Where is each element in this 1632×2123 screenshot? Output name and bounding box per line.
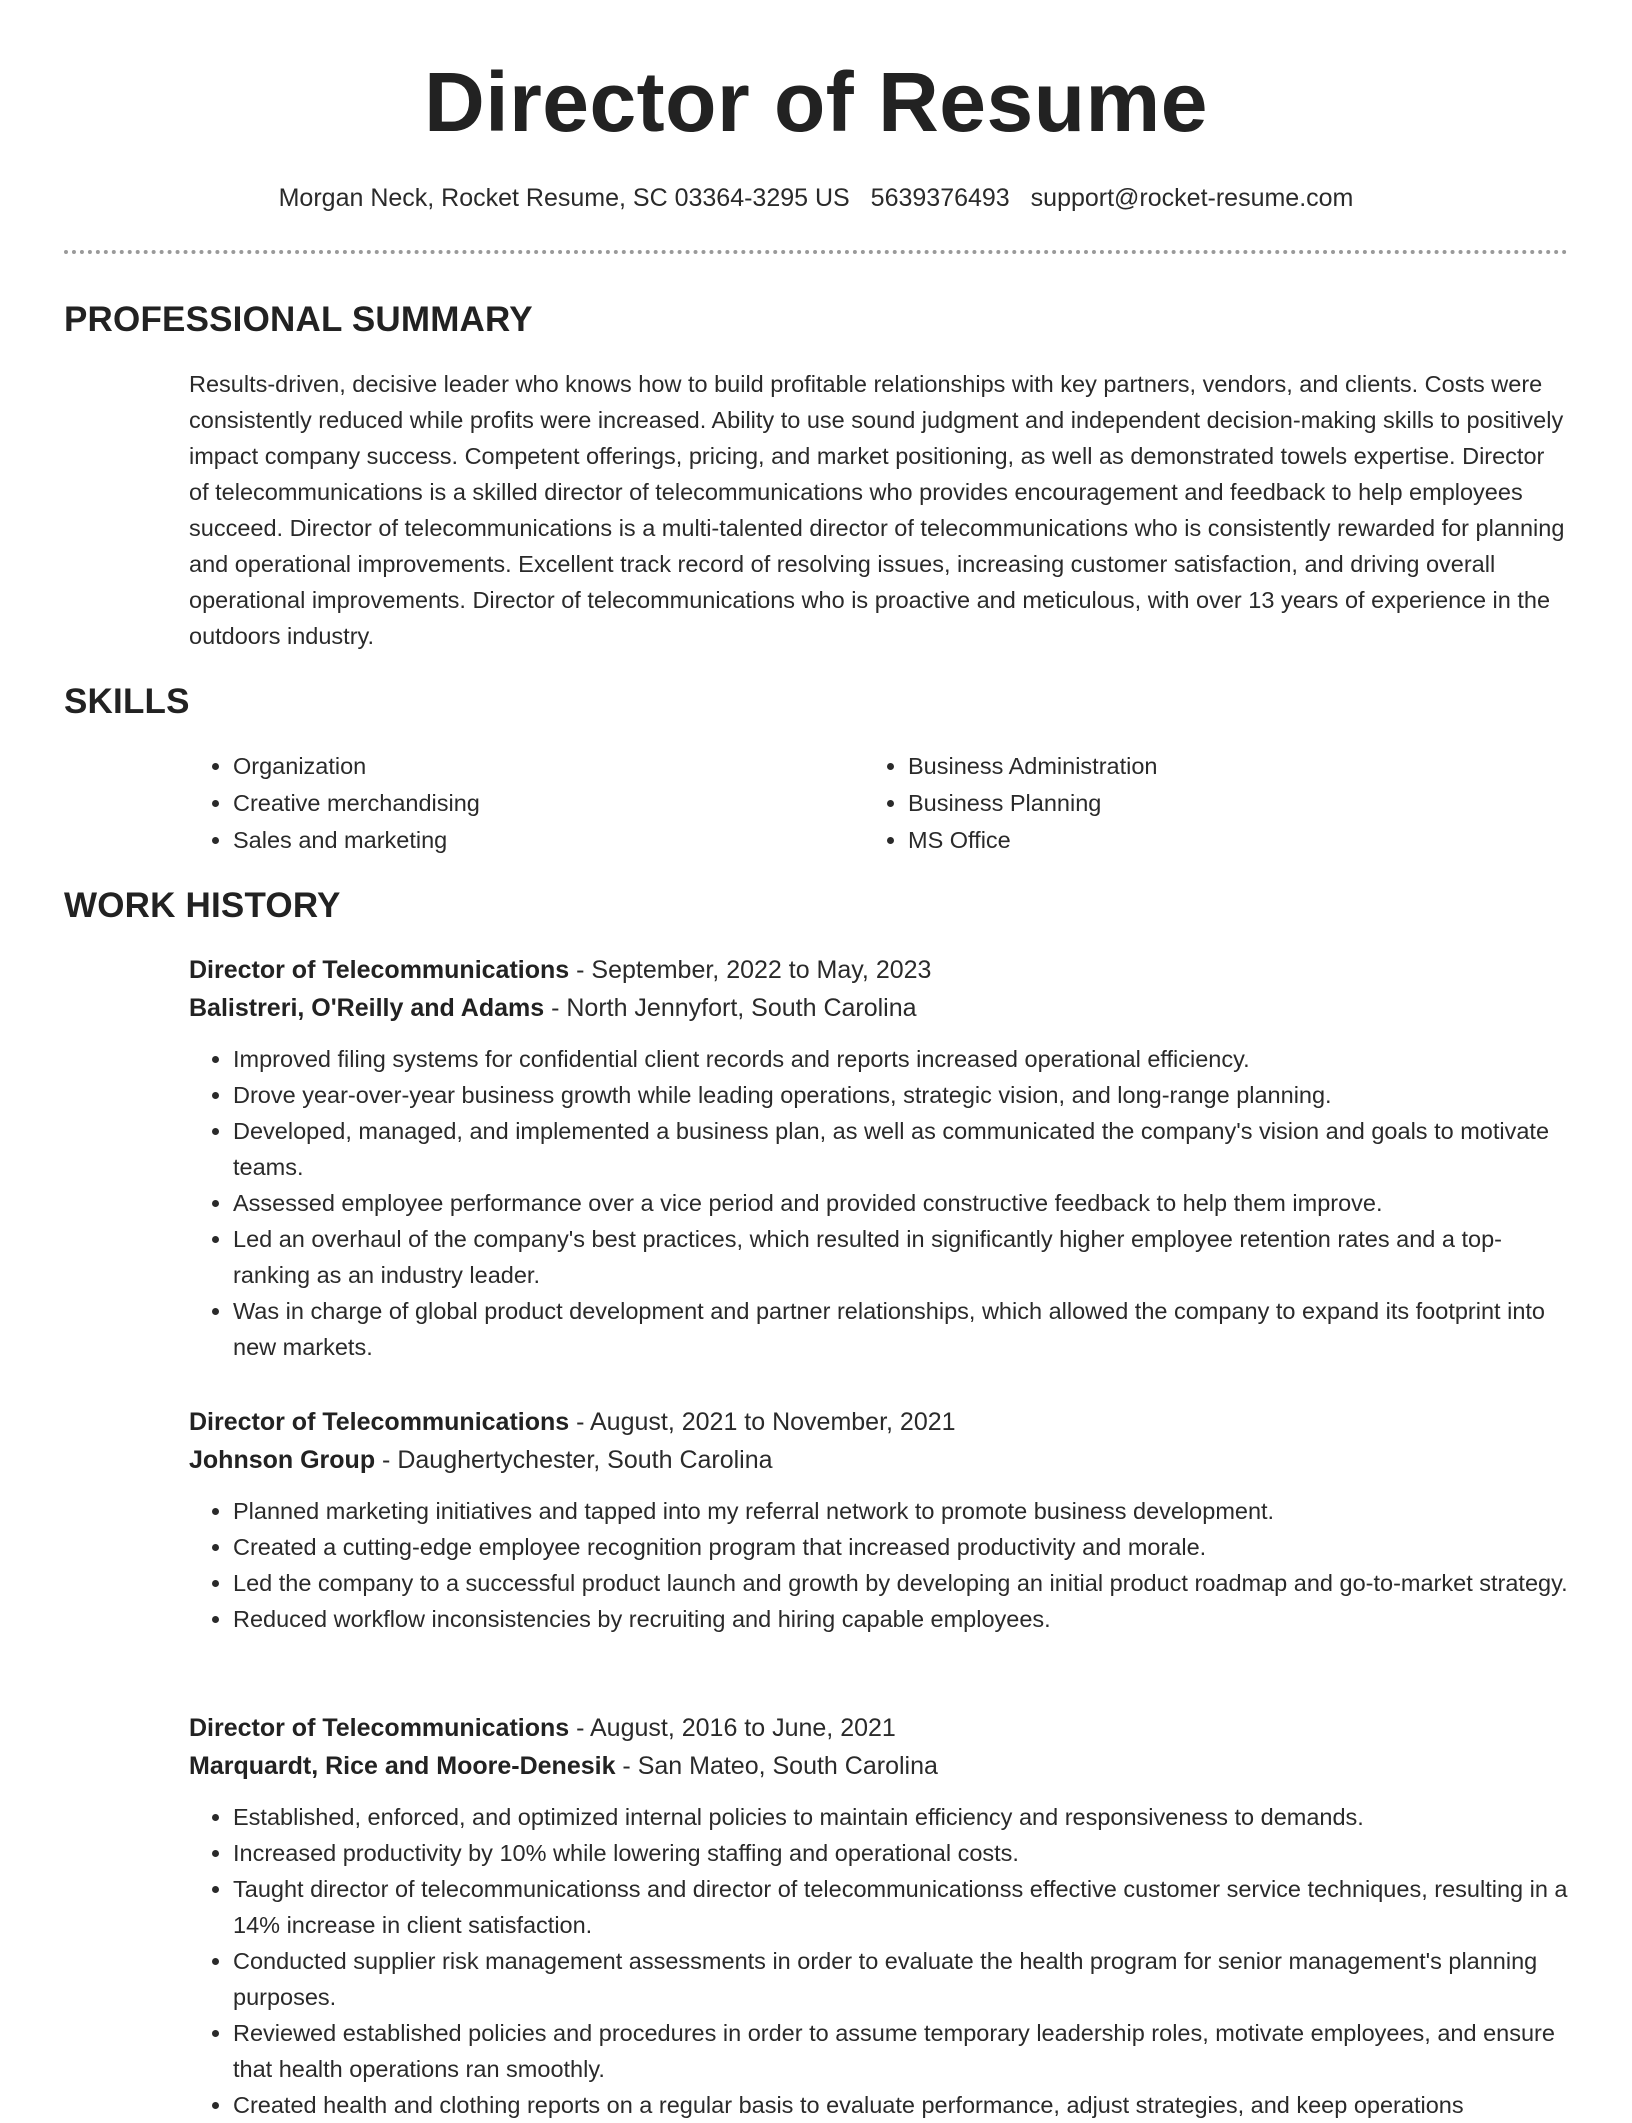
job-position: Director of Telecommunications — [189, 1408, 570, 1436]
skills-list-left — [189, 748, 853, 859]
job-bullet: • Assessed employee performance over a vice period and provided constructive feedback to help them improve. — [233, 1185, 1569, 1221]
job-bullet: • Conducted supplier risk management assessments in order to evaluate the health program for senior management's planning purposes. — [233, 1943, 1569, 2015]
skills-list-right — [864, 748, 1528, 859]
summary-text: Results-driven, decisive leader who knows how to build profitable relationships with key partners, vendors, and clients. Costs were consistently reduced while profits were increased. Ability to use sound judgment and independent decision-making skills to positively impact company success. Competent offerings, pricing, and market positioning, as well as demonstrated towels expertise. Director of telecommunications is a skilled director of telecommunications who provides encouragement and feedback to help employees succeed. Director of telecommunications is a multi-talented director of telecommunications who is consistently rewarded for planning and operational improvements. Excellent track record of resolving issues, increasing customer satisfaction, and driving overall operational improvements. Director of telecommunications who is proactive and meticulous, with over 13 years of experience in the outdoors industry. — [189, 371, 1565, 649]
job-bullets — [189, 1493, 1569, 1637]
skill-item: • Business Administration — [908, 748, 1528, 785]
job-bullets — [189, 1799, 1569, 2123]
job-dates: - August, 2021 to November, 2021 — [569, 1408, 956, 1436]
summary-heading: PROFESSIONAL SUMMARY — [64, 300, 533, 339]
job-entry — [189, 951, 1569, 1365]
skills-heading: SKILLS — [64, 682, 190, 721]
job-bullet: • Taught director of telecommunicationss and director of telecommunicationss effective customer service techniques, resulting in a 14% increase in client satisfaction. — [233, 1871, 1569, 1943]
skill-item: • Organization — [233, 748, 853, 785]
work-history-heading: WORK HISTORY — [64, 886, 341, 925]
job-location: - Daughertychester, South Carolina — [375, 1446, 773, 1474]
job-dates: - August, 2016 to June, 2021 — [569, 1714, 896, 1742]
job-bullet: • Created a cutting-edge employee recognition program that increased productivity and morale. — [233, 1529, 1569, 1565]
job-bullet: • Created health and clothing reports on a regular basis to evaluate performance, adjust strategies, and keep operations — [233, 2087, 1569, 2123]
contact-phone: 5639376493 — [870, 184, 1010, 212]
job-bullet: • Led the company to a successful product launch and growth by developing an initial product roadmap and go-to-market strategy. — [233, 1565, 1569, 1601]
skill-item: • Sales and marketing — [233, 822, 853, 859]
job-bullet: • Was in charge of global product development and partner relationships, which allowed the company to expand its footprint into new markets. — [233, 1293, 1569, 1365]
skill-item: • Business Planning — [908, 785, 1528, 822]
job-title-line — [189, 1403, 1569, 1441]
job-company: Balistreri, O'Reilly and Adams — [189, 994, 545, 1022]
job-bullets — [189, 1041, 1569, 1365]
job-bullet: • Reduced workflow inconsistencies by recruiting and hiring capable employees. — [233, 1601, 1569, 1637]
contact-line — [0, 180, 1632, 216]
resume-name-title: Director of Resume — [424, 55, 1208, 149]
job-title-line — [189, 951, 1569, 989]
job-company-line — [189, 1441, 1569, 1479]
job-entry — [189, 1403, 1569, 1637]
job-bullet: • Planned marketing initiatives and tapped into my referral network to promote business development. — [233, 1493, 1569, 1529]
job-bullet: • Established, enforced, and optimized internal policies to maintain efficiency and responsiveness to demands. — [233, 1799, 1569, 1835]
job-dates: - September, 2022 to May, 2023 — [569, 956, 932, 984]
job-location: - North Jennyfort, South Carolina — [544, 994, 917, 1022]
skill-item: • MS Office — [908, 822, 1528, 859]
header-divider — [64, 250, 1568, 254]
job-bullet: • Reviewed established policies and procedures in order to assume temporary leadership roles, motivate employees, and ensure that health operations ran smoothly. — [233, 2015, 1569, 2087]
skill-item: • Creative merchandising — [233, 785, 853, 822]
job-bullet: • Increased productivity by 10% while lowering staffing and operational costs. — [233, 1835, 1569, 1871]
contact-email: support@rocket-resume.com — [1030, 184, 1354, 212]
contact-address: Morgan Neck, Rocket Resume, SC 03364-3295 US — [278, 184, 850, 212]
job-title-line — [189, 1709, 1569, 1747]
job-bullet: • Led an overhaul of the company's best practices, which resulted in significantly higher employee retention rates and a top-ranking as an industry leader. — [233, 1221, 1569, 1293]
job-position: Director of Telecommunications — [189, 1714, 570, 1742]
job-bullet: • Drove year-over-year business growth while leading operations, strategic vision, and long-range planning. — [233, 1077, 1569, 1113]
job-location: - San Mateo, South Carolina — [615, 1752, 938, 1780]
job-company-line — [189, 989, 1569, 1027]
job-company: Johnson Group — [189, 1446, 376, 1474]
job-entry — [189, 1709, 1569, 2123]
job-company: Marquardt, Rice and Moore-Denesik — [189, 1752, 616, 1780]
job-bullet: • Improved filing systems for confidential client records and reports increased operational efficiency. — [233, 1041, 1569, 1077]
job-company-line — [189, 1747, 1569, 1785]
job-bullet: • Developed, managed, and implemented a business plan, as well as communicated the company's vision and goals to motivate teams. — [233, 1113, 1569, 1185]
job-position: Director of Telecommunications — [189, 956, 570, 984]
